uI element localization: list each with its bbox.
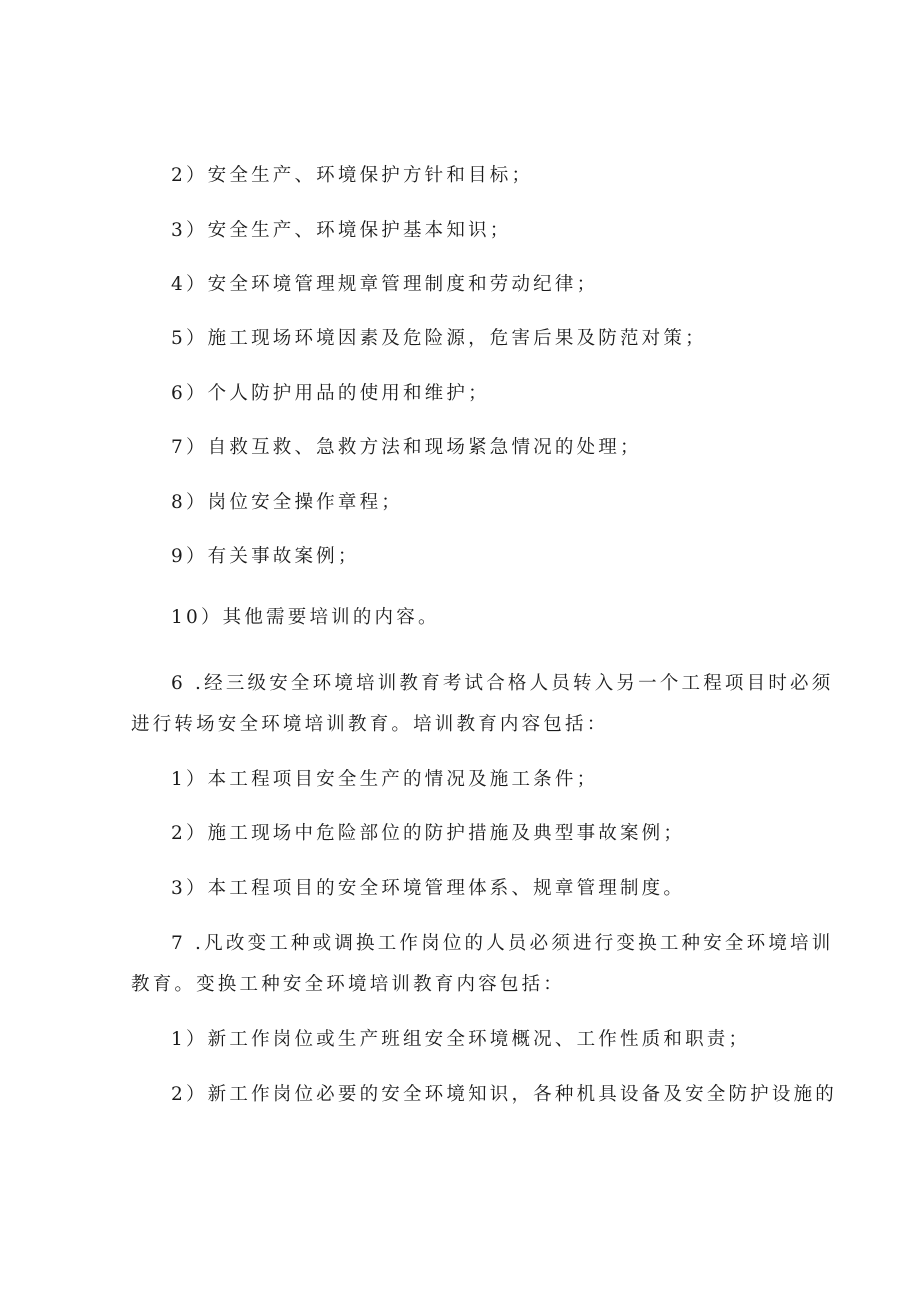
- paragraph-7-line-1: 7 .凡改变工种或调换工作岗位的人员必须进行变换工种安全环境培训: [171, 933, 834, 954]
- list-item: 4）安全环境管理规章管理制度和劳动纪律；: [171, 274, 599, 295]
- list-item: 10）其他需要培训的内容。: [171, 607, 440, 628]
- list-item: 3）安全生产、环境保护基本知识；: [171, 220, 512, 241]
- list-item: 3）本工程项目的安全环境管理体系、规章管理制度。: [171, 878, 686, 899]
- list-item: 2）施工现场中危险部位的防护措施及典型事故案例；: [171, 823, 686, 844]
- list-item: 2）新工作岗位必要的安全环境知识，各种机具设备及安全防护设施的: [171, 1084, 837, 1105]
- paragraph-7-line-2: 教育。变换工种安全环境培训教育内容包括：: [131, 974, 566, 995]
- list-item: 5）施工现场环境因素及危险源，危害后果及防范对策；: [171, 328, 707, 349]
- list-item: 8）岗位安全操作章程；: [171, 492, 403, 513]
- paragraph-6-line-1: 6 .经三级安全环境培训教育考试合格人员转入另一个工程项目时必须: [171, 673, 834, 694]
- list-item: 1）本工程项目安全生产的情况及施工条件；: [171, 769, 599, 790]
- list-item: 2）安全生产、环境保护方针和目标；: [171, 165, 534, 186]
- list-item: 7）自救互救、急救方法和现场紧急情况的处理；: [171, 437, 642, 458]
- list-item: 9）有关事故案例；: [171, 546, 360, 567]
- list-item: 6）个人防护用品的使用和维护；: [171, 383, 490, 404]
- paragraph-6-line-2: 进行转场安全环境培训教育。培训教育内容包括：: [131, 714, 609, 735]
- list-item: 1）新工作岗位或生产班组安全环境概况、工作性质和职责；: [171, 1029, 751, 1050]
